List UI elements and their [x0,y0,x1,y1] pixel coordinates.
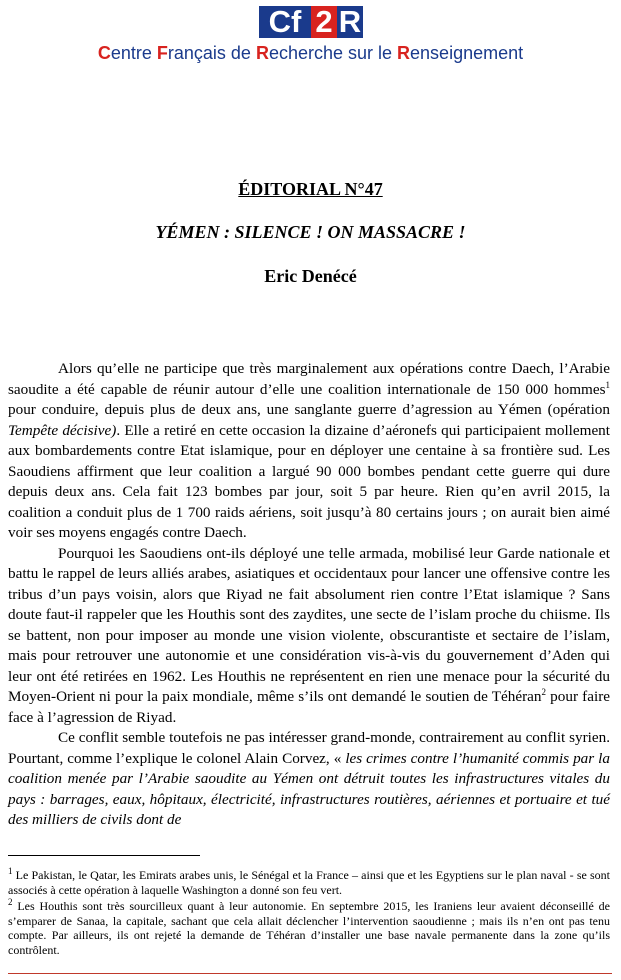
footnote-2-text: Les Houthis sont très sourcilleux quant à leur autonomie. En septembre 2015, les Iraniens leur avaient déconseillé de s’emparer de Sanaa, la capitale, sachant que cela allait déclencher l’intervention saoudienne ; mais ils n’en ont pas tenu compte. Par ailleurs, ils ont rejeté la demande de Téhéran d’installer une base navale permanente dans la zone qu’ils contrôlent. [8,899,610,957]
article-body [8,359,610,831]
footnote-ref-1[interactable]: 1 [605,379,610,390]
author-name: Eric Denécé [264,266,357,286]
org-initial-r1: R [255,43,269,63]
p1-text-c: . Elle a retiré en cette occasion la dizaine d’aéronefs qui participaient mollement aux bombardements contre Etat islamique, pour en déployer une centaine à sa frontière sud. Les Saoudiens affirment que leur coalition a largué 90 000 bombes pendant cette guerre qui dure depuis deux ans. Cela fait 123 bombes par jour, soit 5 par heure. Rien qu’en avril 2015, la coalition a conduit plus de 1 700 raids aériens, soit jusqu’à 80 certains jours ; on aurait bien aimé voir ses moyens engagés contre Daech. [8,421,610,541]
paragraph-3 [8,728,610,831]
footnote-2 [8,899,610,957]
logo-2: 2 [311,6,337,38]
footnotes [8,868,610,959]
footnote-1-number: 1 [8,866,13,876]
logo-r: R [338,4,362,39]
p1-text-a: Alors qu’elle ne participe que très marginalement aux opérations contre Daech, l’Arabie saoudite a été capable de réunir autour d’elle une coalition internationale de 150 000 hommes [8,360,610,398]
editorial-title: ÉDITORIAL N°47 [238,179,383,199]
org-initial-c: C [97,43,111,63]
org-word-renseignement: enseignement [410,43,524,63]
footnote-1 [8,868,610,897]
org-initial-r2: R [397,43,411,63]
footnote-2-number: 2 [8,897,13,907]
article-subtitle: YÉMEN : SILENCE ! ON MASSACRE ! [155,222,466,242]
p3-quote: les crimes contre l’humanité commis par la coalition menée par l’Arabie saoudite au Yémen ont détruit toutes les infrastructures vitales du pays : barrages, eaux, hôpitaux, électricité, infrastructures routières, aériennes et portuaire et tué des milliers de civils dont de [8,749,610,828]
footnote-ref-2[interactable]: 2 [541,686,546,697]
p2-text-b: pour faire face à l’agression de Riyad. [8,688,611,726]
org-word-francais: rançais de [167,43,256,63]
page-bottom-rule [8,973,612,974]
org-word-centre: entre [110,43,157,63]
footnote-1-text: Le Pakistan, le Qatar, les Emirats arabes unis, le Sénégal et la France – ainsi que et les Egyptiens sur le plan naval - se sont associés à cette opération à laquelle Washington a donné son feu vert. [8,868,610,897]
p3-text-a: Ce conflit semble toutefois ne pas intéresser grand-monde, contrairement au conflit syrien. Pourtant, comme l’explique le colonel Alain Corvez, « [8,729,610,767]
org-word-recherche: echerche sur le [268,43,398,63]
logo-cf: Cf [259,6,311,38]
p2-text-a: Pourquoi les Saoudiens ont-ils déployé une telle armada, mobilisé leur Garde nationale et battu le rappel de leurs alliés arabes, asiatiques et occidentaux pour lancer une offensive contre les tribus d’un pays voisin, alors que Riyad ne fait absolument rien contre l’Etat islamique ? Sans doute faut-il rappeler que les Houthis sont des zaydites, une secte de l’islam proche du chiisme. Ils se battent, non pour imposer au monde une vision violente, obscurantiste et sectaire de l’islam, mais pour retrouver une autonomie et une considération vis-à-vis du gouvernement d’Aden qui leur ont été retirées en 1962. Les Houthis ne représentent en rien une menace pour la sécurité du Moyen-Orient ni pour la paix mondiale, même s’ils ont demandé le soutien de Téhéran [8,544,610,705]
organization-name [0,43,621,63]
paragraph-1 [8,359,610,544]
p1-text-b: pour conduire, depuis plus de deux ans, une sanglante guerre d’agression au Yémen (opération [8,401,610,418]
org-initial-f: F [156,43,168,63]
p1-operation-name: Tempête décisive) [8,421,117,439]
footnote-separator [8,855,200,856]
cf2r-logo [259,6,363,40]
paragraph-2 [8,544,610,729]
